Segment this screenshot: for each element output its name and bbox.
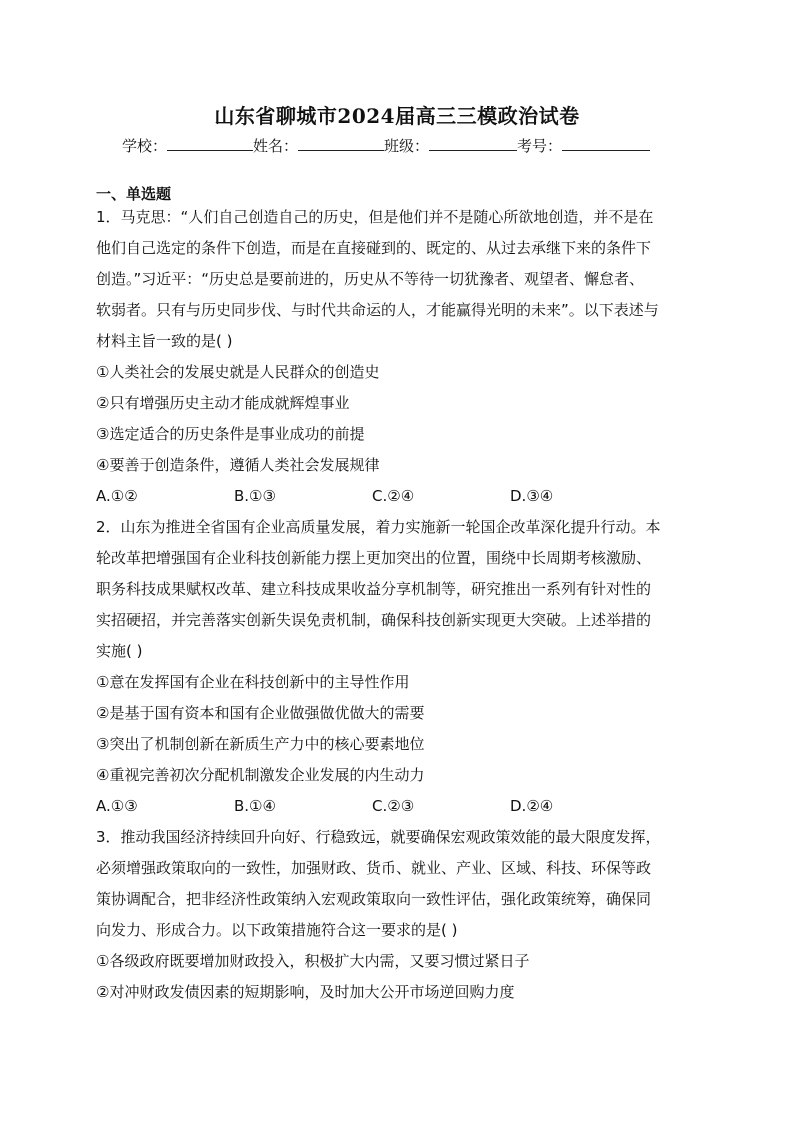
question-stem-line: 材料主旨一致的是( ) xyxy=(96,332,233,350)
page-title: 山东省聊城市2024届高三三模政治试卷 xyxy=(214,104,580,128)
number-label: 考号： xyxy=(517,137,563,155)
question-3 xyxy=(96,822,700,1008)
section-heading: 一、单选题 xyxy=(96,185,172,203)
question-stem-line: 软弱者。只有与历史同步伐、与时代共命运的人，才能赢得光明的未来”。以下表述与 xyxy=(96,301,659,319)
questions-body xyxy=(96,202,700,1008)
answer-option[interactable]: B.①④ xyxy=(234,797,276,815)
statement: ①各级政府既要增加财政投入，积极扩大内需，又要习惯过紧日子 xyxy=(96,952,530,970)
class-blank[interactable] xyxy=(429,136,517,151)
question-stem-line: 他们自己选定的条件下创造，而是在直接碰到的、既定的、从过去承继下来的条件下 xyxy=(96,239,652,257)
question-stem-line: 2．山东为推进全省国有企业高质量发展，着力实施新一轮国企改革深化提升行动。本 xyxy=(96,518,661,536)
question-stem-line: 向发力、形成合力。以下政策措施符合这一要求的是( ) xyxy=(96,921,458,939)
statement: ②是基于国有资本和国有企业做强做优做大的需要 xyxy=(96,704,425,722)
answer-option[interactable]: D.②④ xyxy=(510,797,554,815)
question-2 xyxy=(96,512,700,822)
statement: ④重视完善初次分配机制激发企业发展的内生动力 xyxy=(96,766,425,784)
question-stem-line: 创造。”习近平：“历史总是要前进的，历史从不等待一切犹豫者、观望者、懈怠者、 xyxy=(96,270,645,288)
statement: ④要善于创造条件，遵循人类社会发展规律 xyxy=(96,456,380,474)
answer-option[interactable]: D.③④ xyxy=(510,487,554,505)
answer-option[interactable]: A.①② xyxy=(96,487,138,505)
question-stem-line: 实施( ) xyxy=(96,642,143,660)
class-label: 班级： xyxy=(384,137,430,155)
statement: ①意在发挥国有企业在科技创新中的主导性作用 xyxy=(96,673,410,691)
question-stem-line: 职务科技成果赋权改革、建立科技成果收益分享机制等，研究推出一系列有针对性的 xyxy=(96,580,652,598)
statement: ③选定适合的历史条件是事业成功的前提 xyxy=(96,425,365,443)
answer-option[interactable]: C.②④ xyxy=(372,487,415,505)
answer-options xyxy=(96,791,700,822)
question-1 xyxy=(96,202,700,512)
statement: ①人类社会的发展史就是人民群众的创造史 xyxy=(96,363,380,381)
question-stem-line: 实招硬招，并完善落实创新失误免责机制，确保科技创新实现更大突破。上述举措的 xyxy=(96,611,652,629)
question-stem-line: 3．推动我国经济持续回升向好、行稳致远，就要确保宏观政策效能的最大限度发挥， xyxy=(96,828,661,846)
answer-option[interactable]: C.②③ xyxy=(372,797,415,815)
question-stem-line: 必须增强政策取向的一致性，加强财政、货币、就业、产业、区域、科技、环保等政 xyxy=(96,859,652,877)
school-blank[interactable] xyxy=(167,136,253,151)
question-stem-line: 轮改革把增强国有企业科技创新能力摆上更加突出的位置，围绕中长周期考核激励、 xyxy=(96,549,652,567)
statement: ③突出了机制创新在新质生产力中的核心要素地位 xyxy=(96,735,425,753)
answer-option[interactable]: A.①③ xyxy=(96,797,138,815)
question-stem-line: 1．马克思：“人们自己创造自己的历史，但是他们并不是随心所欲地创造，并不是在 xyxy=(96,208,654,226)
number-blank[interactable] xyxy=(562,136,650,151)
statement: ②只有增强历史主动才能成就辉煌事业 xyxy=(96,394,350,412)
student-info-row xyxy=(122,135,650,156)
answer-options xyxy=(96,481,700,512)
school-label: 学校： xyxy=(122,137,168,155)
answer-option[interactable]: B.①③ xyxy=(234,487,276,505)
name-blank[interactable] xyxy=(298,136,384,151)
statement: ②对冲财政发债因素的短期影响，及时加大公开市场逆回购力度 xyxy=(96,983,515,1001)
name-label: 姓名： xyxy=(253,137,299,155)
question-stem-line: 策协调配合，把非经济性政策纳入宏观政策取向一致性评估，强化政策统筹，确保同 xyxy=(96,890,652,908)
